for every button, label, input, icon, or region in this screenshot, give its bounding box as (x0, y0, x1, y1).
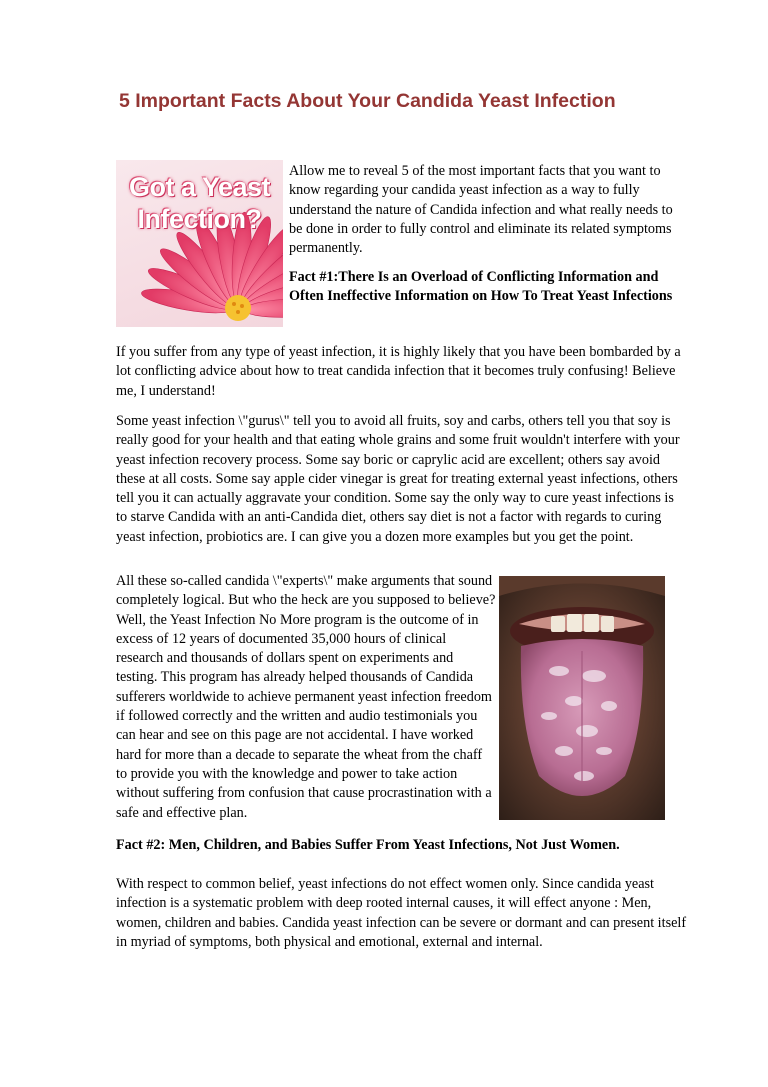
paragraph-conflicting-advice: If you suffer from any type of yeast infection, it is highly likely that you have been bombarded by a lot conflicting advice about how to treat candida infection that it becomes truly confusing! Believe me, I understand! (116, 344, 681, 399)
intro-paragraph: Allow me to reveal 5 of the most important facts that you want to know regarding your candida yeast infection as a way to fully understand the nature of Candida infection and what really needs to be done in order to fully control and eliminate its related symptoms permanently. (289, 163, 673, 257)
yeast-infection-ad-image (116, 160, 283, 327)
paragraph-gurus: Some yeast infection \"gurus\" tell you to avoid all fruits, soy and carbs, others tell you that soy is really good for your health and that eating whole grains and some fruit wouldn't interfere with your yeast infection recovery process. Some say boric or caprylic acid are excellent; others say avoid these at all costs. Some say apple cider vinegar is great for treating external yeast infections, others tell you it can actually aggravate your condition. Some say the only way to cure yeast infections is to starve Candida with an anti-Candida diet, others say diet is not a factor with regards to curing yeast infection, probiotics are. I can give you a dozen more examples but you get the point. (116, 413, 680, 545)
ad-headline-line1: Got a Yeast (128, 172, 271, 202)
fact2-heading: Fact #2: Men, Children, and Babies Suffer From Yeast Infections, Not Just Women. (116, 837, 620, 853)
paragraph-common-belief: With respect to common belief, yeast infections do not effect women only. Since candida yeast infection is a systematic problem with deep rooted internal causes, it will effect anyone : Men, women, children and babies. Candida yeast infection can be severe or dormant and can present itself in myriad of symptoms, both physical and emotional, external and internal. (116, 876, 687, 950)
page-title: 5 Important Facts About Your Candida Yeast Infection (119, 90, 616, 112)
tongue-illustration (499, 576, 665, 820)
ad-headline-line2: Infection? (137, 204, 262, 234)
fact1-heading: Fact #1:There Is an Overload of Conflicting Information and Often Ineffective Information on How To Treat Yeast Infections (289, 269, 673, 305)
paragraph-experts: All these so-called candida \"experts\" make arguments that sound completely logical. But who the heck are you supposed to believe? Well, the Yeast Infection No More program is the outcome of in excess of 12 years of documented 35,000 hours of clinical research and thousands of dollars spent on experiments and testing. This program has already helped thousands of Candida sufferers worldwide to achieve permanent yeast infection freedom if followed correctly and the written and audio testimonials you can hear and see on this page are not accidental. I have worked hard for more than a decade to separate the wheat from the chaff to provide you with the knowledge and power to take action without suffering from confusion that cause procrastination with a safe and effective plan. (116, 573, 496, 821)
tongue-infection-photo (499, 576, 665, 820)
